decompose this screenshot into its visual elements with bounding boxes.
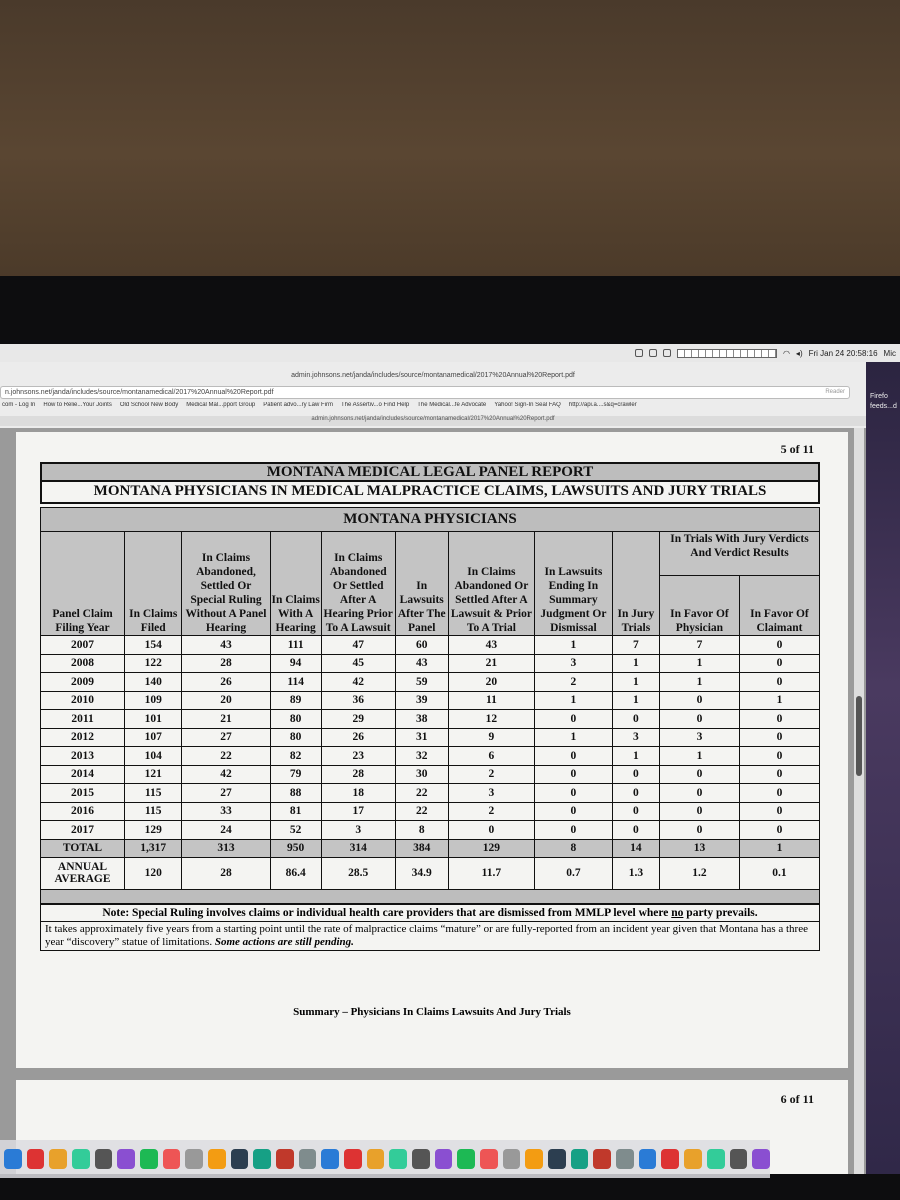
year-cell: 2014 <box>41 765 125 784</box>
table-cell: 115 <box>125 784 182 803</box>
table-row <box>41 802 820 821</box>
table-cell: 104 <box>125 747 182 766</box>
menu-bar <box>0 344 900 362</box>
year-cell: 2010 <box>41 691 125 710</box>
table-cell: 0 <box>739 765 819 784</box>
dock-app-icon[interactable] <box>571 1149 589 1169</box>
status-icon[interactable] <box>649 349 657 357</box>
dock-app-icon[interactable] <box>616 1149 634 1169</box>
dock-app-icon[interactable] <box>49 1149 67 1169</box>
browser-window <box>0 362 866 1174</box>
note: Note: Special Ruling involves claims or individual health care providers that are dismissed from MMLP level where no party prevails. <box>40 904 820 922</box>
table-cell: 18 <box>321 784 395 803</box>
table-cell: 0 <box>739 802 819 821</box>
table-cell: 2 <box>448 802 534 821</box>
tab-title[interactable]: admin.johnsons.net/janda/includes/source/montanamedical/2017%20Annual%20Report.pdf <box>0 416 866 426</box>
year-cell: 2011 <box>41 710 125 729</box>
table-cell: 43 <box>182 636 270 655</box>
bookmark[interactable]: The Medical...fe Advocate <box>417 402 487 408</box>
table-cell: 23 <box>321 747 395 766</box>
table-cell: 11 <box>448 691 534 710</box>
table-cell: 1 <box>739 839 819 857</box>
status-icon[interactable] <box>635 349 643 357</box>
table-cell: 1.2 <box>659 857 739 889</box>
reader-button[interactable]: Reader <box>825 389 845 395</box>
table-cell: 1 <box>612 654 659 673</box>
table-cell: 129 <box>448 839 534 857</box>
table-cell: 3 <box>534 654 612 673</box>
clock[interactable]: Fri Jan 24 20:58:16 <box>808 348 878 358</box>
physicians-table <box>40 507 820 904</box>
desktop-background <box>866 362 900 1174</box>
table-cell: 0 <box>534 747 612 766</box>
report <box>40 462 820 951</box>
table-cell: 0 <box>448 821 534 840</box>
dock-app-icon[interactable] <box>4 1149 22 1169</box>
dock-app-icon[interactable] <box>412 1149 430 1169</box>
table-cell: 24 <box>182 821 270 840</box>
table-cell: 28.5 <box>321 857 395 889</box>
column-header: In Favor Of Physician <box>659 576 739 636</box>
table-cell: 94 <box>270 654 321 673</box>
scroll-thumb[interactable] <box>856 696 862 776</box>
table-row <box>41 784 820 803</box>
dock-app-icon[interactable] <box>525 1149 543 1169</box>
table-cell: TOTAL <box>41 839 125 857</box>
table-cell: 86.4 <box>270 857 321 889</box>
table-row <box>41 673 820 692</box>
table-cell: 13 <box>659 839 739 857</box>
table-cell: 0 <box>612 802 659 821</box>
table-cell: 0 <box>739 784 819 803</box>
table-cell: 115 <box>125 802 182 821</box>
volume-icon[interactable]: ◂) <box>795 348 803 358</box>
column-header: In Claims Filed <box>125 532 182 636</box>
table-cell: 120 <box>125 857 182 889</box>
desktop-file-label[interactable]: Firefo feeds...d <box>870 393 897 410</box>
table-cell: 384 <box>395 839 448 857</box>
table-cell: 27 <box>182 784 270 803</box>
user-menu[interactable]: Mic <box>883 348 896 358</box>
year-cell: 2009 <box>41 673 125 692</box>
table-cell: 0 <box>739 654 819 673</box>
table-cell: 7 <box>612 636 659 655</box>
column-header: In Claims With A Hearing <box>270 532 321 636</box>
dock-app-icon[interactable] <box>639 1149 657 1169</box>
table-cell: 30 <box>395 765 448 784</box>
table-cell: 1 <box>534 691 612 710</box>
table-cell: 2 <box>448 765 534 784</box>
pdf-page <box>16 432 848 1068</box>
column-header: Panel Claim Filing Year <box>41 532 125 636</box>
table-cell: 8 <box>534 839 612 857</box>
dock-app-icon[interactable] <box>457 1149 475 1169</box>
battery-meter[interactable] <box>677 349 777 358</box>
dock-app-icon[interactable] <box>208 1149 226 1169</box>
dock-app-icon[interactable] <box>72 1149 90 1169</box>
column-header: In Claims Abandoned Or Settled After A Lawsuit & Prior To A Trial <box>448 532 534 636</box>
table-title: MONTANA PHYSICIANS <box>41 508 820 532</box>
dock-app-icon[interactable] <box>276 1149 294 1169</box>
dock-app-icon[interactable] <box>95 1149 113 1169</box>
bookmark[interactable]: com - Log In <box>2 402 36 408</box>
table-cell: 0 <box>739 710 819 729</box>
table-cell: 9 <box>448 728 534 747</box>
table-cell: 21 <box>448 654 534 673</box>
dock-app-icon[interactable] <box>389 1149 407 1169</box>
table-cell: 89 <box>270 691 321 710</box>
table-cell: 0 <box>612 765 659 784</box>
dock-app-icon[interactable] <box>684 1149 702 1169</box>
table-cell: 0 <box>659 821 739 840</box>
table-cell: 0 <box>659 802 739 821</box>
table-cell: 28 <box>321 765 395 784</box>
table-cell: 22 <box>395 802 448 821</box>
table-cell: 1 <box>739 691 819 710</box>
table-cell: 7 <box>659 636 739 655</box>
table-cell: 42 <box>182 765 270 784</box>
table-cell: 0 <box>612 821 659 840</box>
table-cell: 0 <box>659 710 739 729</box>
table-row <box>41 821 820 840</box>
dock-app-icon[interactable] <box>707 1149 725 1169</box>
table-cell: ANNUAL AVERAGE <box>41 857 125 889</box>
table-cell: 3 <box>321 821 395 840</box>
summary-caption: Summary – Physicians In Claims Lawsuits And Jury Trials <box>293 1006 571 1018</box>
dock-app-icon[interactable] <box>367 1149 385 1169</box>
report-title: MONTANA MEDICAL LEGAL PANEL REPORT <box>40 462 820 482</box>
year-cell: 2007 <box>41 636 125 655</box>
table-cell: 0 <box>659 784 739 803</box>
bookmark[interactable]: How to Relie...Your Joints <box>43 402 112 408</box>
table-cell: 0 <box>534 710 612 729</box>
dock-app-icon[interactable] <box>163 1149 181 1169</box>
year-cell: 2016 <box>41 802 125 821</box>
url-text: n.johnsons.net/janda/includes/source/montanamedical/2017%20Annual%20Report.pdf <box>5 389 274 396</box>
table-cell: 45 <box>321 654 395 673</box>
column-header: In Claims Abandoned, Settled Or Special Ruling Without A Panel Hearing <box>182 532 270 636</box>
table-cell: 29 <box>321 710 395 729</box>
table-cell: 59 <box>395 673 448 692</box>
table-cell: 101 <box>125 710 182 729</box>
table-cell: 2 <box>534 673 612 692</box>
table-cell: 43 <box>448 636 534 655</box>
dock-app-icon[interactable] <box>185 1149 203 1169</box>
table-cell: 31 <box>395 728 448 747</box>
table-cell: 17 <box>321 802 395 821</box>
address-bar[interactable] <box>0 386 850 399</box>
bookmarks-bar <box>0 402 866 414</box>
table-row <box>41 728 820 747</box>
table-cell: 1.3 <box>612 857 659 889</box>
table-cell: 121 <box>125 765 182 784</box>
report-subtitle: MONTANA PHYSICIANS IN MEDICAL MALPRACTICE CLAIMS, LAWSUITS AND JURY TRIALS <box>40 482 820 504</box>
bookmark[interactable]: http://api.a....s&q=crawler <box>568 402 637 408</box>
table-cell: 34.9 <box>395 857 448 889</box>
table-cell: 0 <box>612 784 659 803</box>
total-row <box>41 839 820 857</box>
table-cell: 28 <box>182 857 270 889</box>
table-cell: 1 <box>659 654 739 673</box>
table-cell: 28 <box>182 654 270 673</box>
table-cell: 88 <box>270 784 321 803</box>
table-cell: 0.1 <box>739 857 819 889</box>
table-cell: 14 <box>612 839 659 857</box>
table-cell: 154 <box>125 636 182 655</box>
table-cell: 111 <box>270 636 321 655</box>
table-spacer <box>41 889 820 903</box>
table-cell: 0 <box>739 728 819 747</box>
table-cell: 950 <box>270 839 321 857</box>
table-cell: 0 <box>534 765 612 784</box>
table-cell: 27 <box>182 728 270 747</box>
table-cell: 1 <box>612 747 659 766</box>
group-header: In Trials With Jury Verdicts And Verdict Results <box>659 532 819 576</box>
table-cell: 1 <box>612 673 659 692</box>
table-cell: 60 <box>395 636 448 655</box>
maturity-paragraph: It takes approximately five years from a starting point until the rate of malpractice claims “mature” or are fully-reported from an incident year given that Montana has a three year “discovery” statue of limitations. Some actions are still pending. <box>40 922 820 951</box>
bookmark[interactable]: Yahoo! Sign-In Seal FAQ <box>494 402 561 408</box>
table-cell: 140 <box>125 673 182 692</box>
table-cell: 80 <box>270 728 321 747</box>
table-cell: 1 <box>534 636 612 655</box>
table-cell: 0 <box>659 765 739 784</box>
table-row <box>41 765 820 784</box>
table-cell: 38 <box>395 710 448 729</box>
column-header: In Favor Of Claimant <box>739 576 819 636</box>
table-cell: 3 <box>448 784 534 803</box>
table-cell: 79 <box>270 765 321 784</box>
column-header: In Lawsuits After The Panel <box>395 532 448 636</box>
table-cell: 1 <box>534 728 612 747</box>
table-cell: 0 <box>739 821 819 840</box>
dock-app-icon[interactable] <box>480 1149 498 1169</box>
dock-app-icon[interactable] <box>253 1149 271 1169</box>
pdf-viewport[interactable] <box>0 428 866 1174</box>
table-cell: 0 <box>534 821 612 840</box>
table-cell: 0 <box>534 802 612 821</box>
column-header: In Jury Trials <box>612 532 659 636</box>
table-cell: 0 <box>739 673 819 692</box>
table-cell: 47 <box>321 636 395 655</box>
year-cell: 2008 <box>41 654 125 673</box>
table-cell: 107 <box>125 728 182 747</box>
table-cell: 3 <box>612 728 659 747</box>
table-cell: 26 <box>321 728 395 747</box>
bookmark[interactable]: Patient advo...ry Law Firm <box>263 402 333 408</box>
dock-app-icon[interactable] <box>548 1149 566 1169</box>
table-cell: 82 <box>270 747 321 766</box>
dock-app-icon[interactable] <box>231 1149 249 1169</box>
dock-app-icon[interactable] <box>140 1149 158 1169</box>
year-cell: 2017 <box>41 821 125 840</box>
table-cell: 109 <box>125 691 182 710</box>
table-cell: 42 <box>321 673 395 692</box>
dock-app-icon[interactable] <box>299 1149 317 1169</box>
table-cell: 11.7 <box>448 857 534 889</box>
table-cell: 12 <box>448 710 534 729</box>
dock-app-icon[interactable] <box>593 1149 611 1169</box>
year-cell: 2015 <box>41 784 125 803</box>
dock-app-icon[interactable] <box>27 1149 45 1169</box>
column-header: In Claims Abandoned Or Settled After A Hearing Prior To A Lawsuit <box>321 532 395 636</box>
table-row <box>41 654 820 673</box>
bookmark[interactable]: Old School New Body <box>119 402 179 408</box>
table-cell: 114 <box>270 673 321 692</box>
table-cell: 1 <box>612 691 659 710</box>
table-cell: 0.7 <box>534 857 612 889</box>
average-row <box>41 857 820 889</box>
table-cell: 122 <box>125 654 182 673</box>
screen <box>0 344 900 1174</box>
wifi-icon[interactable]: ◠ <box>782 348 790 358</box>
table-cell: 0 <box>534 784 612 803</box>
page-number: 6 of 11 <box>780 1092 814 1106</box>
table-cell: 0 <box>659 691 739 710</box>
table-row <box>41 710 820 729</box>
year-cell: 2012 <box>41 728 125 747</box>
table-cell: 0 <box>739 636 819 655</box>
bookmark[interactable]: The Assertiv...o Find Help <box>340 402 410 408</box>
dock-app-icon[interactable] <box>344 1149 362 1169</box>
dock-app-icon[interactable] <box>321 1149 339 1169</box>
table-cell: 1 <box>659 747 739 766</box>
dock-app-icon[interactable] <box>503 1149 521 1169</box>
table-cell: 314 <box>321 839 395 857</box>
scrollbar[interactable] <box>854 428 864 1174</box>
table-cell: 20 <box>182 691 270 710</box>
table-cell: 313 <box>182 839 270 857</box>
table-cell: 6 <box>448 747 534 766</box>
dock-app-icon[interactable] <box>752 1149 770 1169</box>
table-cell: 33 <box>182 802 270 821</box>
table-cell: 80 <box>270 710 321 729</box>
table-row <box>41 636 820 655</box>
table-row <box>41 691 820 710</box>
table-cell: 1 <box>659 673 739 692</box>
table-cell: 129 <box>125 821 182 840</box>
table-cell: 22 <box>182 747 270 766</box>
table-cell: 0 <box>612 710 659 729</box>
dock <box>0 1140 770 1178</box>
table-cell: 0 <box>739 747 819 766</box>
table-cell: 32 <box>395 747 448 766</box>
table-cell: 21 <box>182 710 270 729</box>
year-cell: 2013 <box>41 747 125 766</box>
dock-app-icon[interactable] <box>730 1149 748 1169</box>
table-cell: 1,317 <box>125 839 182 857</box>
table-cell: 22 <box>395 784 448 803</box>
wall-background <box>0 0 900 280</box>
window-title: admin.johnsons.net/janda/includes/source/montanamedical/2017%20Annual%20Report.pdf <box>291 371 575 379</box>
dock-app-icon[interactable] <box>117 1149 135 1169</box>
table-cell: 8 <box>395 821 448 840</box>
table-cell: 39 <box>395 691 448 710</box>
page-number: 5 of 11 <box>780 442 814 456</box>
table-cell: 52 <box>270 821 321 840</box>
status-icon[interactable] <box>663 349 671 357</box>
table-cell: 26 <box>182 673 270 692</box>
table-cell: 3 <box>659 728 739 747</box>
table-cell: 36 <box>321 691 395 710</box>
table-cell: 20 <box>448 673 534 692</box>
dock-app-icon[interactable] <box>435 1149 453 1169</box>
dock-app-icon[interactable] <box>661 1149 679 1169</box>
table-cell: 81 <box>270 802 321 821</box>
table-cell: 43 <box>395 654 448 673</box>
bookmark[interactable]: Medical Mal...pport Group <box>186 402 256 408</box>
column-header: In Lawsuits Ending In Summary Judgment Or Dismissal <box>534 532 612 636</box>
table-row <box>41 747 820 766</box>
